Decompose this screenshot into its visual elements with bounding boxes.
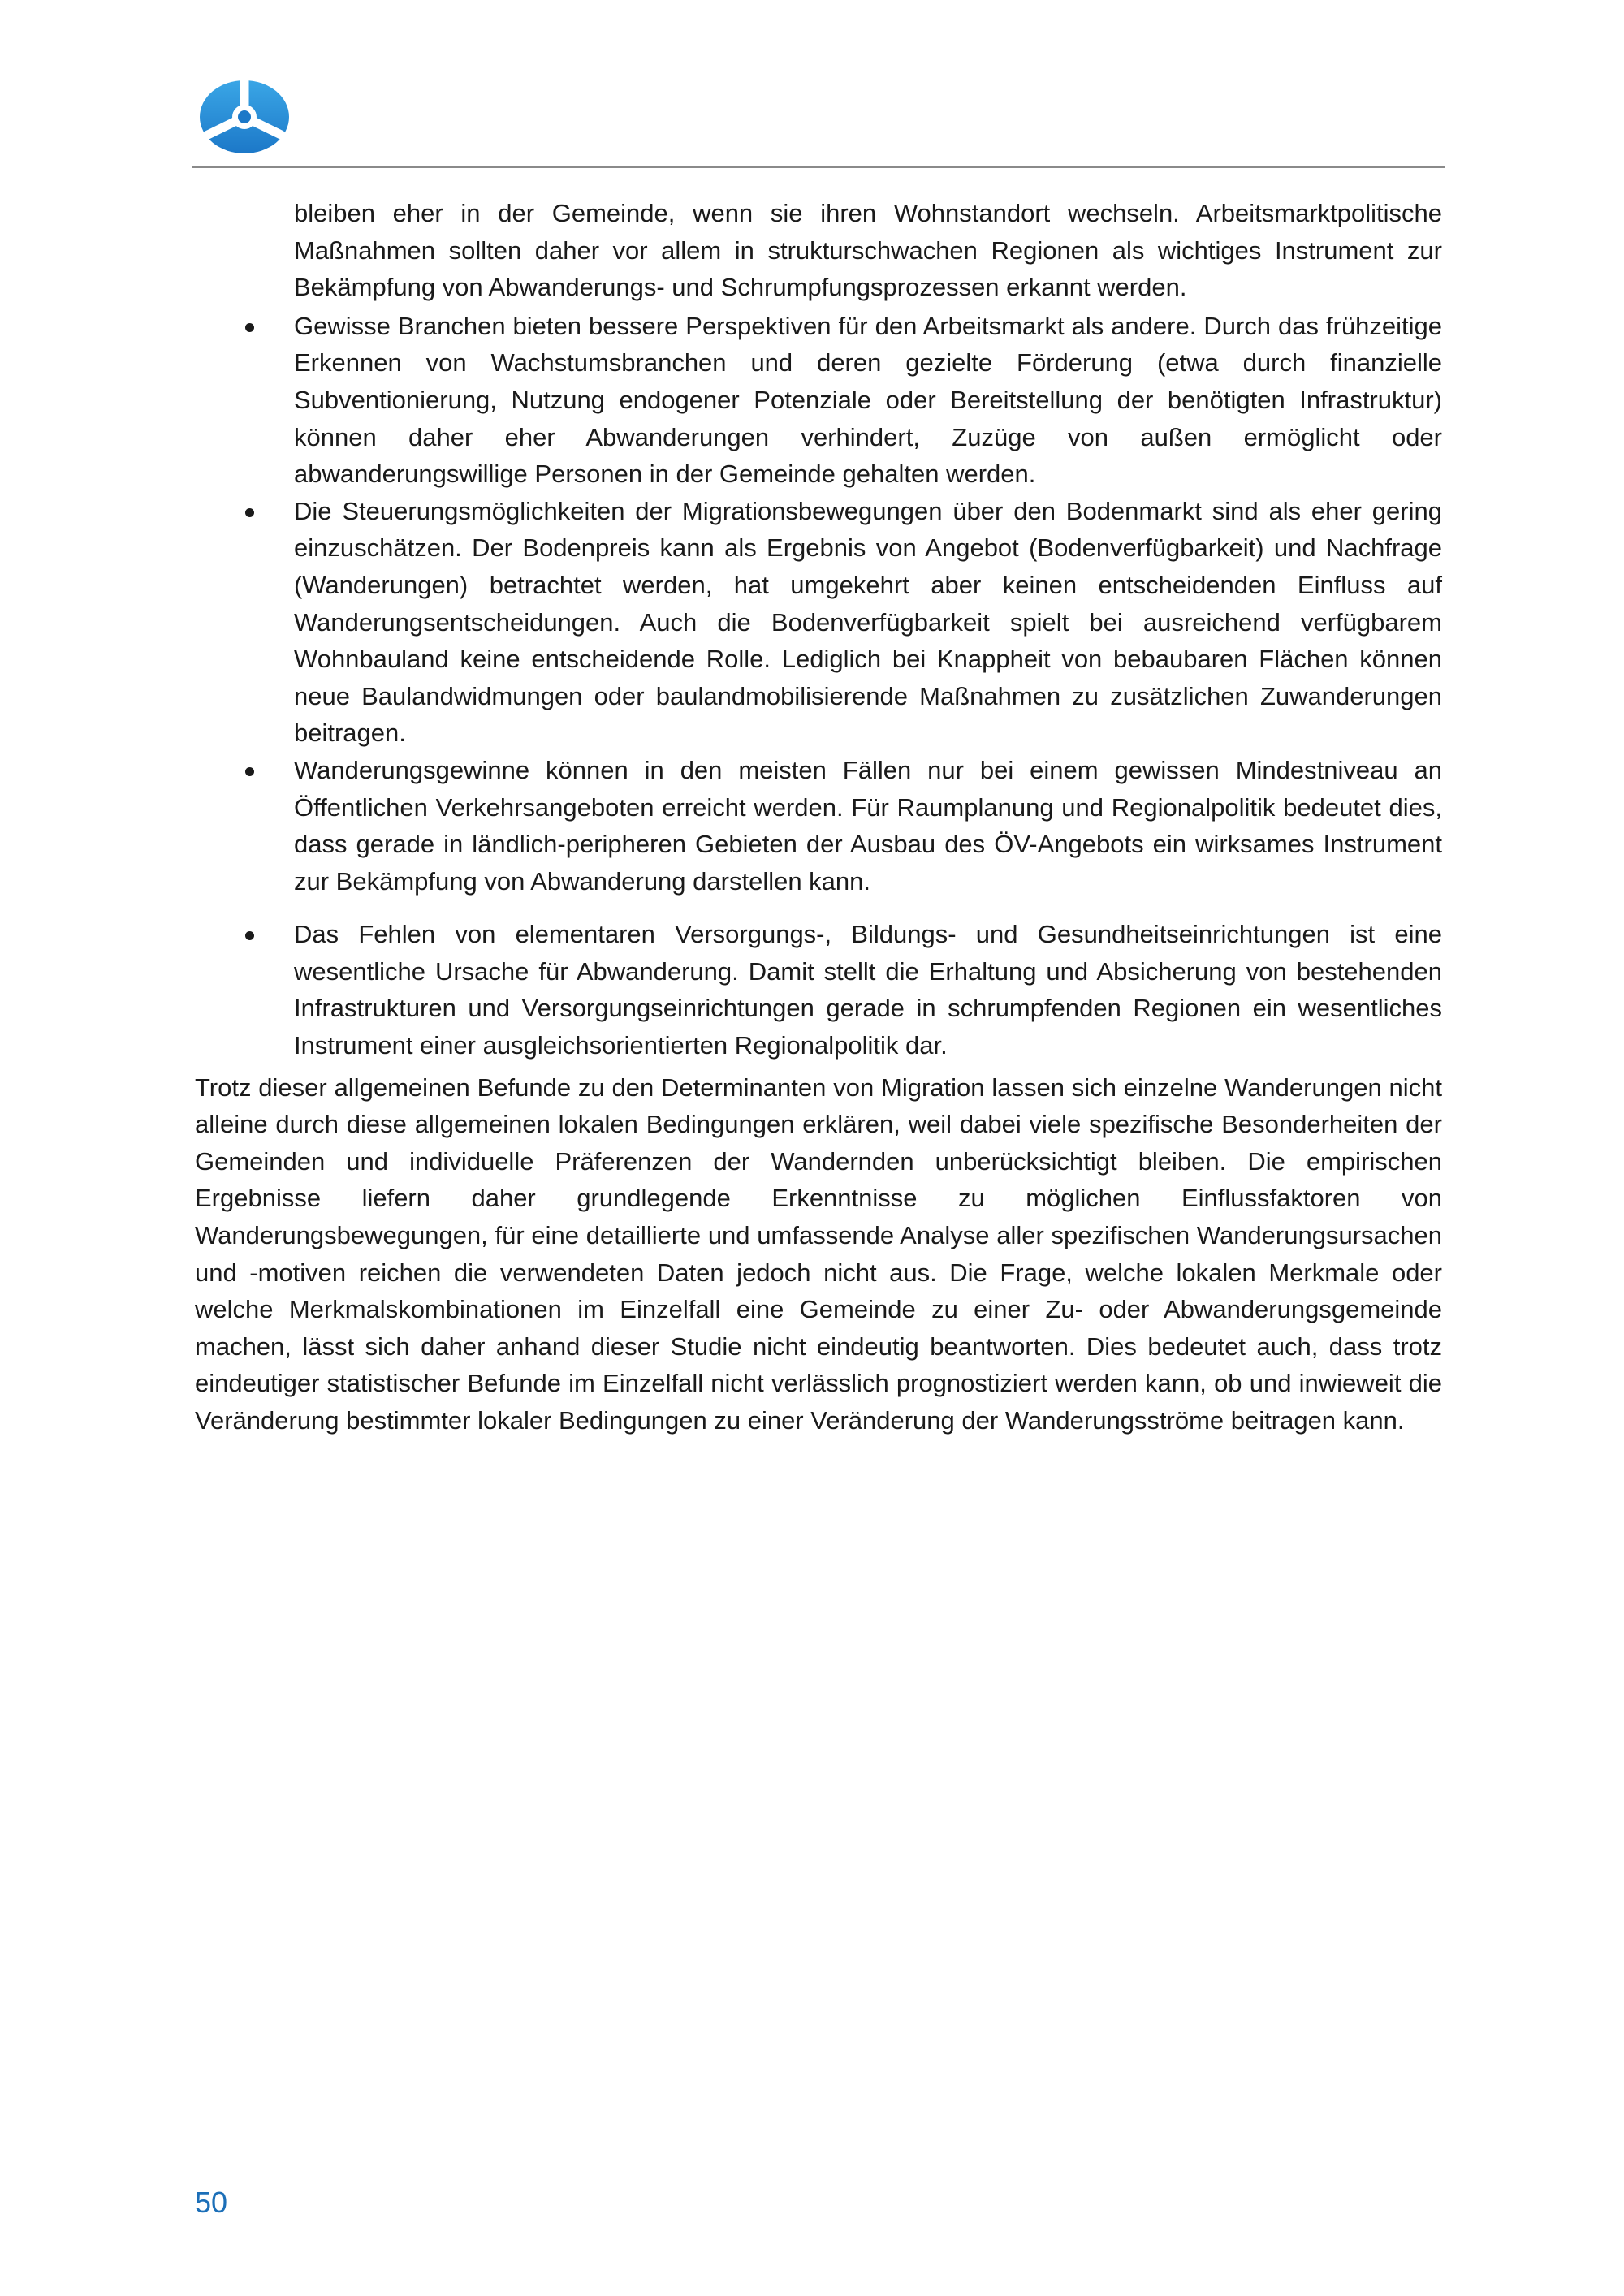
header-rule	[192, 166, 1445, 168]
bullet-icon	[245, 508, 254, 517]
bullet-icon	[245, 323, 254, 332]
closing-paragraph: Trotz dieser allgemeinen Befunde zu den Determinanten von Migration lassen sich einzelne Wanderungen nicht alleine durch diese allgemeinen lokalen Bedingungen erklären, weil dabei viele spezifische Besonderheiten der Gemeinden und individuelle Präferenzen der Wandernden unberücksichtigt bleiben. Die empirischen Ergebnisse liefern daher grundlegende Erkenntnisse zu möglichen Einflussfaktoren von Wanderungsbewegungen, für eine detaillierte und umfassende Analyse aller spezifischen Wanderungsursachen und -motiven reichen die verwendeten Daten jedoch nicht aus. Die Frage, welche lokalen Merkmale oder welche Merkmalskombinationen im Einzelfall eine Gemeinde zu einer Zu- oder Abwanderungsgemeinde machen, lässt sich daher anhand dieser Studie nicht eindeutig beantworten. Dies bedeutet auch, dass trotz eindeutiger statistischer Befunde im Einzelfall nicht verlässlich prognostiziert werden kann, ob und inwieweit die Veränderung bestimmter lokaler Bedingungen zu einer Veränderung der Wanderungsströme beitragen kann.	[195, 1072, 1442, 1435]
list-item-text: Das Fehlen von elementaren Versorgungs-, Bildungs- und Gesundheitseinrichtungen ist eine wesentliche Ursache für Abwanderung. Damit stellt die Erhaltung und Absicherung von bestehenden Infrastrukturen und Versorgungseinrichtungen gerade in schrumpfenden Regionen ein wesentliches Instrument einer ausgleichsorientierten Regionalpolitik dar.	[294, 920, 1442, 1060]
page-content	[195, 195, 1442, 1439]
list-item-text: Die Steuerungsmöglichkeiten der Migrationsbewegungen über den Bodenmarkt sind als eher gering einzuschätzen. Der Bodenpreis kann als Ergebnis von Angebot (Bodenverfügbarkeit) und Nachfrage (Wanderungen) betrachtet werden, hat umgekehrt aber keinen entscheidenden Einfluss auf Wanderungsentscheidungen. Auch die Bodenverfügbarkeit spielt bei ausreichend verfügbarem Wohnbauland keine entscheidende Rolle. Lediglich bei Knappheit von bebaubaren Flächen können neue Baulandwidmungen oder baulandmobilisierende Maßnahmen zu zusätzlichen Zuwanderungen beitragen.	[294, 496, 1442, 748]
list-item-text: Gewisse Branchen bieten bessere Perspektiven für den Arbeitsmarkt als andere. Durch das frühzeitige Erkennen von Wachstumsbranchen und deren gezielte Förderung (etwa durch finanzielle Subventionierung, Nutzung endogener Potenziale oder Bereitstellung der benötigten Infrastruktur) können daher eher Abwanderungen verhindert, Zuzüge von außen ermöglicht oder abwanderungswillige Personen in der Gemeinde gehalten werden.	[294, 311, 1442, 489]
list-item-continuation	[195, 195, 1442, 306]
page-number: 50	[195, 2186, 228, 2219]
list-item	[195, 752, 1442, 900]
bullet-icon	[245, 931, 254, 940]
list-item	[195, 916, 1442, 1064]
list-item-text: bleiben eher in der Gemeinde, wenn sie ihren Wohnstandort wechseln. Arbeitsmarktpolitische Maßnahmen sollten daher vor allem in strukturschwachen Regionen als wichtiges Instrument zur Bekämpfung von Abwanderungs- und Schrumpfungsprozessen erkannt werden.	[294, 199, 1442, 302]
list-item-text: Wanderungsgewinne können in den meisten Fällen nur bei einem gewissen Mindestniveau an Öffentlichen Verkehrsangeboten erreicht werden. Für Raumplanung und Regionalpolitik bedeutet dies, dass gerade in ländlich-peripheren Gebieten der Ausbau des ÖV-Angebots ein wirksames Instrument zur Bekämpfung von Abwanderung darstellen kann.	[294, 755, 1442, 896]
bullet-icon	[245, 767, 254, 776]
list-item	[195, 308, 1442, 493]
bullet-list	[195, 195, 1442, 1064]
three-spoke-circle-logo-icon	[198, 78, 291, 156]
list-item	[195, 493, 1442, 752]
